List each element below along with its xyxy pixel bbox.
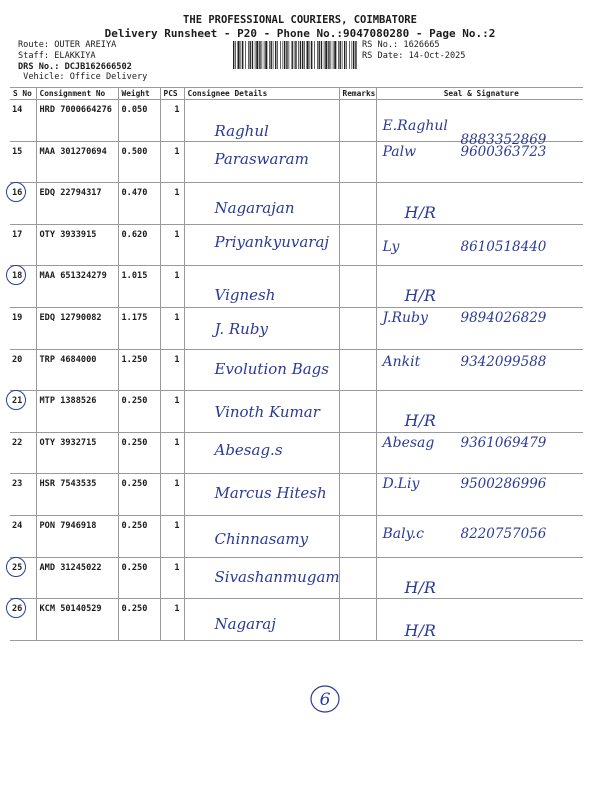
handwritten-consignee-name: Vinoth Kumar — [214, 403, 320, 422]
weight-text: 0.250 — [121, 520, 148, 531]
handwritten-consignee-name: Evolution Bags — [214, 359, 329, 378]
cell-sno — [10, 432, 36, 474]
handwritten-signature: H/R — [404, 621, 436, 641]
barcode-bar — [311, 41, 312, 69]
barcode-bar — [255, 41, 256, 69]
cell-remarks — [339, 183, 376, 225]
barcode-bar — [333, 41, 334, 69]
handwritten-signature: J.Ruby — [382, 309, 428, 326]
table-row — [10, 432, 583, 474]
cell-signature — [376, 349, 583, 391]
barcode-bar — [242, 41, 243, 69]
handwritten-consignee-name: Nagaraj — [214, 615, 276, 634]
cell-consignment — [36, 432, 118, 474]
handwritten-signature: Baly.c — [382, 525, 424, 542]
barcode-bar — [292, 41, 293, 69]
pcs-text: 1 — [174, 271, 180, 282]
cell-signature — [376, 224, 583, 266]
barcode-bar — [328, 41, 329, 69]
cell-sno — [10, 349, 36, 391]
barcode-bar — [304, 41, 305, 69]
cell-consignee — [184, 307, 339, 349]
cell-consignee — [184, 224, 339, 266]
consignment-text: HSR 7543535 — [39, 479, 97, 490]
consignment-text: HRD 7000664276 — [39, 105, 112, 115]
sno-text: 20 — [12, 354, 23, 365]
barcode-bar — [295, 41, 296, 69]
consignment-text: OTY 3932715 — [39, 437, 97, 448]
table-row — [10, 224, 583, 266]
barcode-bar — [283, 41, 284, 69]
table-row — [10, 557, 583, 599]
weight-text: 0.620 — [121, 229, 148, 240]
cell-pcs — [160, 599, 184, 641]
barcode-bar — [264, 41, 265, 69]
cell-sno — [10, 266, 36, 308]
handwritten-consignee-name: Chinnasamy — [214, 529, 309, 548]
handwritten-signature: H/R — [404, 203, 436, 223]
barcode-bar — [275, 41, 276, 69]
cell-sno — [10, 391, 36, 433]
cell-signature — [376, 474, 583, 516]
weight-text: 0.470 — [121, 188, 148, 199]
table-row — [10, 474, 583, 516]
barcode-bar — [349, 41, 350, 69]
handwritten-phone-number: 8220757056 — [460, 525, 547, 542]
cell-signature — [376, 100, 583, 148]
weight-text: 1.250 — [121, 354, 148, 365]
cell-consignment — [36, 183, 118, 225]
cell-weight — [118, 183, 160, 225]
cell-consignee — [184, 391, 339, 433]
cell-weight — [118, 557, 160, 599]
barcode-bar — [338, 41, 339, 69]
cell-sno — [10, 100, 36, 142]
cell-consignee — [184, 474, 339, 516]
cell-weight — [118, 224, 160, 266]
barcode-bar — [262, 41, 263, 69]
pcs-text: 1 — [174, 312, 180, 323]
barcode-bar — [250, 41, 251, 69]
table-header-row — [10, 88, 583, 100]
handwritten-phone-number: 8883352869 — [460, 132, 547, 148]
staff-label: Staff: ELAKKIYA — [18, 50, 96, 61]
barcode-bar — [252, 41, 253, 69]
barcode-bar — [321, 41, 322, 69]
table-row — [10, 307, 583, 349]
handwritten-circle-mark — [6, 390, 26, 410]
barcode-bar — [324, 41, 325, 69]
rs-number: RS No.: 1626665 — [362, 40, 440, 50]
cell-pcs — [160, 432, 184, 474]
handwritten-signature: H/R — [404, 577, 436, 597]
barcode-bar — [352, 41, 353, 69]
handwritten-phone-number: 9342099588 — [460, 353, 547, 370]
cell-sno — [10, 307, 36, 349]
handwritten-phone-number: 9361069479 — [460, 434, 547, 451]
sno-text: 18 — [12, 271, 23, 282]
cell-consignee — [184, 557, 339, 599]
cell-consignment — [36, 100, 118, 142]
weight-text: 0.050 — [121, 105, 148, 115]
pcs-text: 1 — [174, 105, 180, 115]
barcode-bar — [317, 41, 318, 69]
consignment-text: EDQ 22794317 — [39, 188, 102, 199]
barcode-bar — [265, 41, 267, 69]
cell-consignee — [184, 515, 339, 557]
handwritten-consignee-name: Vignesh — [214, 286, 276, 305]
cell-signature — [376, 266, 583, 308]
cell-pcs — [160, 557, 184, 599]
pcs-text: 1 — [174, 188, 180, 199]
sno-text: 22 — [12, 437, 23, 448]
cell-pcs — [160, 307, 184, 349]
handwritten-consignee-name: Priyankyuvaraj — [214, 232, 330, 251]
barcode-bar — [298, 41, 299, 69]
weight-text: 0.250 — [121, 604, 148, 615]
sno-text: 16 — [12, 188, 23, 199]
cell-signature — [376, 557, 583, 599]
cell-consignment — [36, 224, 118, 266]
barcode-bar — [280, 41, 281, 69]
cell-pcs — [160, 349, 184, 391]
weight-text: 0.250 — [121, 437, 148, 448]
column-header-remarks: Remarks — [339, 88, 376, 100]
vehicle-label: Vehicle: Office Delivery — [18, 72, 148, 83]
column-header-consignment: Consignment No — [36, 88, 118, 100]
handwritten-signature: D.Liy — [382, 476, 420, 493]
cell-pcs — [160, 141, 184, 183]
consignment-text: KCM 50140529 — [39, 604, 102, 615]
cell-signature — [376, 141, 583, 183]
cell-signature — [376, 391, 583, 433]
cell-signature — [376, 599, 583, 641]
runsheet-meta-left — [18, 40, 147, 83]
cell-consignment — [36, 141, 118, 183]
handwritten-circle-mark — [6, 598, 26, 618]
cell-remarks — [339, 224, 376, 266]
company-title: THE PROFESSIONAL COURIERS, COIMBATORE — [183, 14, 417, 26]
table-row — [10, 391, 583, 433]
column-header-pcs: PCS — [160, 88, 184, 100]
barcode-bar — [235, 41, 236, 69]
handwritten-consignee-name: Abesag.s — [214, 440, 283, 459]
consignment-text: TRP 4684000 — [39, 354, 97, 365]
column-header-sno: S No — [10, 88, 36, 100]
cell-consignee — [184, 349, 339, 391]
weight-text: 0.250 — [121, 479, 148, 490]
barcode-bar — [325, 41, 327, 69]
cell-sno — [10, 557, 36, 599]
barcode-bar — [294, 41, 295, 69]
cell-weight — [118, 474, 160, 516]
cell-sno — [10, 474, 36, 516]
table-row — [10, 515, 583, 557]
consignment-text: EDQ 12790082 — [39, 312, 102, 323]
rs-date: RS Date: 14-Oct-2025 — [362, 50, 466, 61]
barcode-bar — [259, 41, 260, 69]
barcode-bar — [289, 41, 290, 69]
sno-text: 23 — [12, 479, 23, 490]
cell-pcs — [160, 224, 184, 266]
handwritten-consignee-name: Paraswaram — [214, 149, 309, 168]
pcs-text: 1 — [174, 229, 180, 240]
cell-remarks — [339, 349, 376, 391]
cell-weight — [118, 515, 160, 557]
cell-remarks — [339, 266, 376, 308]
sno-text: 17 — [12, 229, 23, 240]
cell-signature — [376, 307, 583, 349]
pcs-text: 1 — [174, 146, 180, 157]
pcs-text: 1 — [174, 604, 180, 615]
cell-weight — [118, 391, 160, 433]
table-row — [10, 349, 583, 391]
cell-weight — [118, 432, 160, 474]
cell-consignment — [36, 599, 118, 641]
handwritten-signature: Palw — [382, 143, 417, 160]
handwritten-circle-mark — [6, 182, 26, 202]
barcode-bar — [256, 41, 258, 69]
barcode-bar — [300, 41, 301, 69]
handwritten-phone-number: 9894026829 — [460, 309, 547, 326]
cell-weight — [118, 100, 160, 142]
weight-text: 1.175 — [121, 312, 148, 323]
handwritten-consignee-name: Sivashanmugam — [214, 567, 340, 586]
weight-text: 0.250 — [121, 562, 148, 573]
weight-text: 0.500 — [121, 146, 148, 157]
barcode-graphic — [232, 41, 358, 69]
table-row — [10, 266, 583, 308]
cell-consignment — [36, 557, 118, 599]
cell-pcs — [160, 183, 184, 225]
sno-text: 19 — [12, 312, 23, 323]
cell-remarks — [339, 391, 376, 433]
cell-signature — [376, 432, 583, 474]
barcode-bar — [353, 41, 354, 69]
consignment-text: MAA 651324279 — [39, 271, 107, 282]
table-row — [10, 183, 583, 225]
cell-weight — [118, 266, 160, 308]
handwritten-signature: Ly — [382, 238, 400, 255]
sno-text: 26 — [12, 604, 23, 615]
pcs-text: 1 — [174, 479, 180, 490]
handwritten-consignee-name: J. Ruby — [214, 319, 268, 338]
handwritten-signature: H/R — [404, 411, 436, 431]
cell-pcs — [160, 100, 184, 142]
barcode-bar — [245, 41, 246, 69]
weight-text: 1.015 — [121, 271, 148, 282]
cell-remarks — [339, 557, 376, 599]
barcode-bar — [344, 41, 345, 69]
handwritten-phone-number: 9500286996 — [460, 476, 547, 493]
cell-consignee — [184, 266, 339, 308]
cell-signature — [376, 515, 583, 557]
handwritten-signature: E.Raghul — [382, 118, 448, 134]
runsheet-meta-right — [362, 40, 465, 62]
pcs-text: 1 — [174, 437, 180, 448]
route-label: Route: OUTER AREIYA — [18, 40, 117, 50]
barcode-bar — [284, 41, 285, 69]
table-row — [10, 599, 583, 641]
column-header-consignee: Consignee Details — [184, 88, 339, 100]
table-row — [10, 141, 583, 183]
barcode-bar — [277, 41, 278, 69]
cell-sno — [10, 141, 36, 183]
cell-consignee — [184, 100, 339, 142]
barcode-bar — [269, 41, 270, 69]
handwritten-page-mark — [308, 682, 342, 716]
barcode-bar — [342, 41, 343, 69]
barcode-bar — [346, 41, 347, 69]
handwritten-circle-mark — [6, 557, 26, 577]
handwritten-circle-mark — [6, 265, 26, 285]
barcode-bar — [331, 41, 332, 69]
cell-remarks — [339, 100, 376, 142]
cell-sno — [10, 515, 36, 557]
cell-remarks — [339, 141, 376, 183]
sno-text: 21 — [12, 396, 23, 407]
cell-remarks — [339, 599, 376, 641]
barcode-bar — [273, 41, 274, 69]
drs-label: DRS No.: DCJB162666502 — [18, 61, 132, 72]
barcode-bar — [340, 41, 341, 69]
consignment-text: PON 7946918 — [39, 520, 97, 531]
cell-remarks — [339, 307, 376, 349]
cell-remarks — [339, 515, 376, 557]
runsheet-table — [10, 87, 583, 641]
cell-weight — [118, 141, 160, 183]
handwritten-signature: H/R — [404, 286, 436, 306]
barcode-bar — [314, 41, 315, 69]
barcode-bar — [271, 41, 272, 69]
cell-pcs — [160, 266, 184, 308]
column-header-seal: Seal & Signature — [376, 88, 583, 100]
consignment-text: OTY 3933915 — [39, 229, 97, 240]
cell-sno — [10, 599, 36, 641]
cell-consignee — [184, 432, 339, 474]
column-header-weight: Weight — [118, 88, 160, 100]
cell-weight — [118, 307, 160, 349]
pcs-text: 1 — [174, 520, 180, 531]
handwritten-signature: Abesag — [382, 434, 435, 451]
cell-remarks — [339, 432, 376, 474]
sno-text: 25 — [12, 562, 23, 573]
table-body — [10, 100, 583, 641]
barcode-bar — [241, 41, 242, 69]
page-mark-text: 6 — [319, 690, 331, 710]
sno-text: 14 — [12, 105, 23, 115]
cell-sno — [10, 183, 36, 225]
barcode-bar — [302, 41, 303, 69]
barcode-bar — [238, 41, 240, 69]
barcode-bar — [319, 41, 320, 69]
barcode-bar — [233, 41, 234, 69]
runsheet-subtitle: Delivery Runsheet - P20 - Phone No.:9047080280 - Page No.:2 — [104, 27, 496, 40]
barcode-bar — [307, 41, 309, 69]
handwritten-consignee-name: Raghul — [214, 122, 269, 140]
consignment-text: AMD 31245022 — [39, 562, 102, 573]
cell-pcs — [160, 515, 184, 557]
cell-consignment — [36, 474, 118, 516]
handwritten-phone-number: 8610518440 — [460, 238, 547, 255]
consignment-text: MTP 1388526 — [39, 396, 97, 407]
cell-remarks — [339, 474, 376, 516]
cell-pcs — [160, 391, 184, 433]
barcode-bar — [310, 41, 311, 69]
cell-weight — [118, 599, 160, 641]
cell-consignment — [36, 307, 118, 349]
cell-sno — [10, 224, 36, 266]
pcs-text: 1 — [174, 396, 180, 407]
handwritten-consignee-name: Nagarajan — [214, 199, 295, 218]
handwritten-phone-number: 9600363723 — [460, 143, 547, 160]
cell-weight — [118, 349, 160, 391]
cell-signature — [376, 183, 583, 225]
barcode-bar — [355, 41, 356, 69]
sno-text: 24 — [12, 520, 23, 531]
pcs-text: 1 — [174, 562, 180, 573]
consignment-text: MAA 301270694 — [39, 146, 107, 157]
cell-pcs — [160, 474, 184, 516]
pcs-text: 1 — [174, 354, 180, 365]
cell-consignment — [36, 515, 118, 557]
barcode-bar — [248, 41, 249, 69]
cell-consignee — [184, 141, 339, 183]
cell-consignment — [36, 266, 118, 308]
cell-consignment — [36, 391, 118, 433]
cell-consignee — [184, 599, 339, 641]
handwritten-consignee-name: Marcus Hitesh — [214, 484, 327, 503]
barcode-bar — [286, 41, 287, 69]
sno-text: 15 — [12, 146, 23, 157]
barcode-bar — [334, 41, 336, 69]
weight-text: 0.250 — [121, 396, 148, 407]
cell-consignment — [36, 349, 118, 391]
handwritten-signature: Ankit — [382, 353, 421, 370]
cell-consignee — [184, 183, 339, 225]
table-row — [10, 100, 583, 142]
